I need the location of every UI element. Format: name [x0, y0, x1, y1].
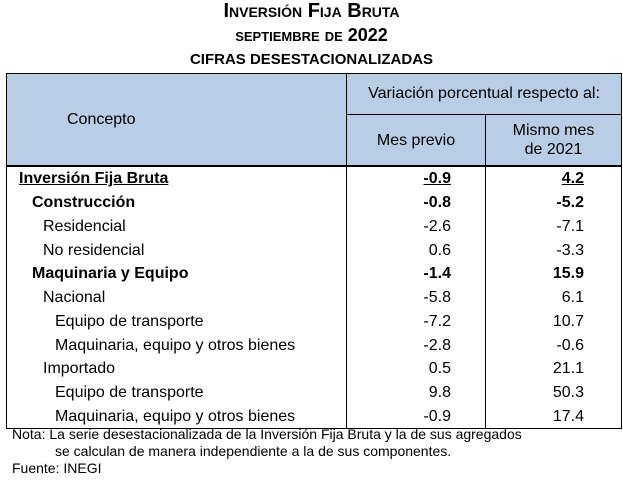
row-label: Inversión Fija Bruta [7, 166, 347, 191]
report-title: Inversión Fija Bruta [223, 0, 400, 22]
table-row [7, 238, 622, 262]
row-prev-value: 0.6 [347, 238, 486, 262]
row-same-value: -3.3 [486, 238, 622, 262]
row-prev-value: -2.6 [347, 215, 486, 239]
footnote-line2: se calculan de manera independiente a la de sus componentes. [55, 443, 452, 459]
row-same-value: 4.2 [486, 166, 622, 191]
row-prev-value: 9.8 [347, 381, 486, 405]
row-prev-value: -7.2 [347, 310, 486, 334]
row-prev-value: -0.9 [347, 166, 486, 191]
row-label: Residencial [7, 215, 347, 239]
row-same-value: 15.9 [486, 262, 622, 286]
header-same-month-line1: Mismo mes [512, 122, 595, 139]
row-label: Maquinaria, equipo y otros bienes [7, 405, 347, 429]
footnote-line1: Nota: La serie desestacionalizada de la Inversión Fija Bruta y la de sus agregados [12, 426, 522, 442]
row-label: Nacional [7, 286, 347, 310]
table-row [7, 381, 622, 405]
row-label: No residencial [7, 238, 347, 262]
row-label: Maquinaria, equipo y otros bienes [7, 333, 347, 357]
header-same-month-line2: de 2021 [524, 141, 583, 158]
table-header [7, 74, 622, 167]
row-prev-value: -0.8 [347, 191, 486, 215]
row-same-value: -5.2 [486, 191, 622, 215]
table-row [7, 215, 622, 239]
table-row [7, 166, 622, 191]
table-row [7, 357, 622, 381]
header-same-month [486, 115, 622, 167]
header-concept: Concepto [7, 74, 347, 167]
row-label: Importado [7, 357, 347, 381]
row-same-value: -7.1 [486, 215, 622, 239]
table-body [7, 166, 622, 429]
row-prev-value: -5.8 [347, 286, 486, 310]
row-label: Equipo de transporte [7, 381, 347, 405]
row-same-value: 21.1 [486, 357, 622, 381]
row-prev-value: -2.8 [347, 333, 486, 357]
row-same-value: -0.6 [486, 333, 622, 357]
row-label: Maquinaria y Equipo [7, 262, 347, 286]
header-variation: Variación porcentual respecto al: [347, 74, 622, 115]
row-prev-value: -0.9 [347, 405, 486, 429]
row-same-value: 6.1 [486, 286, 622, 310]
row-same-value: 50.3 [486, 381, 622, 405]
table-row [7, 191, 622, 215]
row-prev-value: 0.5 [347, 357, 486, 381]
row-same-value: 10.7 [486, 310, 622, 334]
row-same-value: 17.4 [486, 405, 622, 429]
table-row [7, 310, 622, 334]
report-period: septiembre de 2022 [235, 25, 388, 45]
table-row [7, 262, 622, 286]
header-previous-month: Mes previo [347, 115, 486, 167]
table-row [7, 286, 622, 310]
footnote [12, 426, 617, 477]
investment-table [6, 73, 622, 429]
report-subtitle: CIFRAS DESESTACIONALIZADAS [189, 51, 434, 68]
row-label: Equipo de transporte [7, 310, 347, 334]
row-label: Construcción [7, 191, 347, 215]
table-row [7, 333, 622, 357]
source-line: Fuente: INEGI [12, 460, 102, 476]
row-prev-value: -1.4 [347, 262, 486, 286]
